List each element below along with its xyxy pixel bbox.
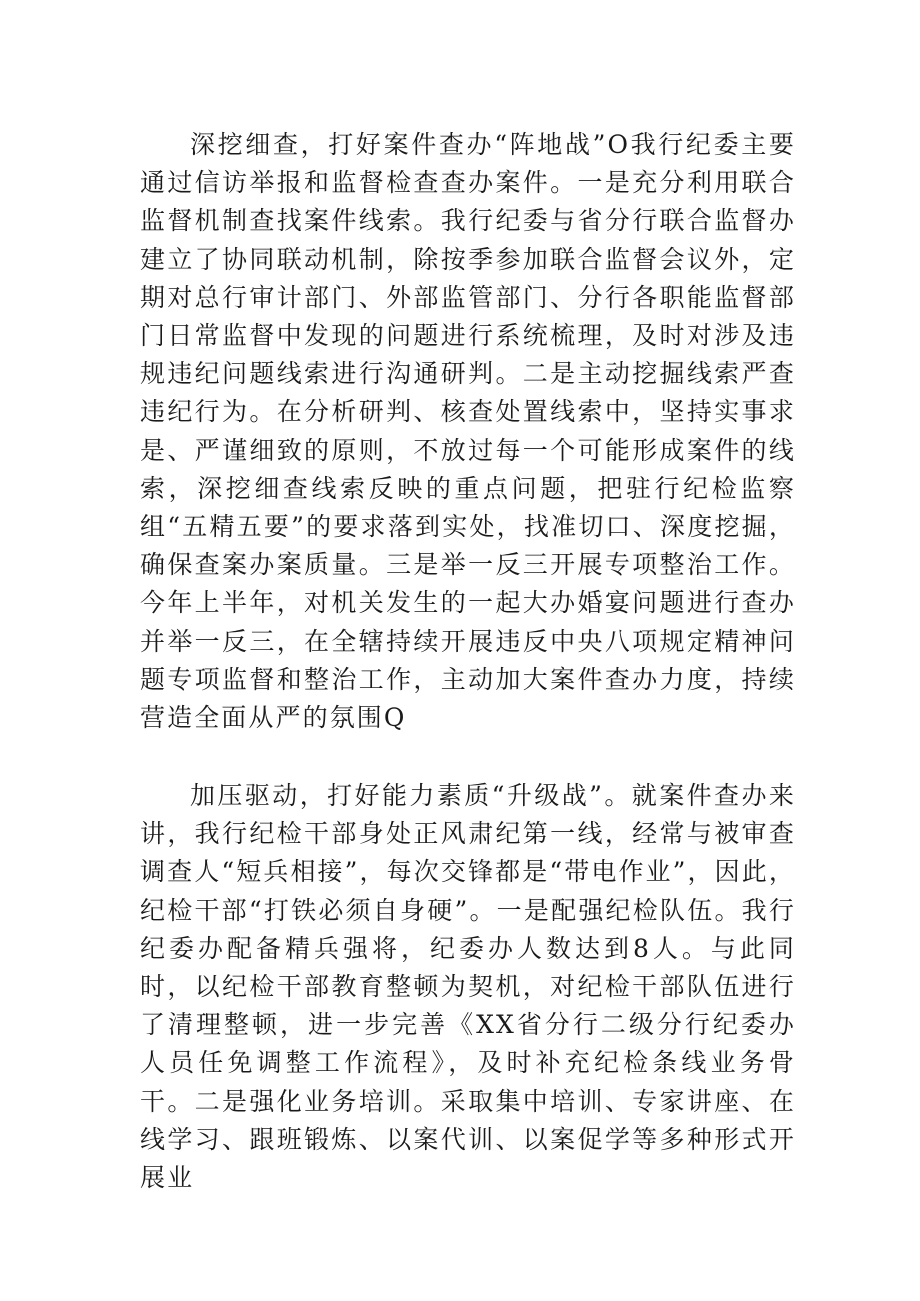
- paragraph-capability-upgrade: 加压驱动，打好能力素质“升级战”。就案件查办来讲，我行纪检干部身处正风肃纪第一线，经常与被审查调查人“短兵相接”，每次交锋都是“带电作业”，因此，纪检干部“打铁必须自身硬”。一是配强纪检队伍。我行纪委办配备精兵强将，纪委办人数达到8人。与此同时，以纪检干部教育整顿为契机，对纪检干部队伍进行了清理整顿，进一步完善《XX省分行二级分行纪委办人员任免调整工作流程》，及时补充纪检条线业务骨干。二是强化业务培训。采取集中培训、专家讲座、在线学习、跟班锻炼、以案代训、以案促学等多种形式开展业: [140, 781, 796, 1193]
- paragraph-case-investigation: 深挖细查，打好案件查办“阵地战”O我行纪委主要通过信访举报和监督检查查办案件。一是充分利用联合监督机制查找案件线索。我行纪委与省分行联合监督办建立了协同联动机制，除按季参加联合监督会议外，定期对总行审计部门、外部监管部门、分行各职能监督部门日常监督中发现的问题进行系统梳理，及时对涉及违规违纪问题线索进行沟通研判。二是主动挖掘线索严查违纪行为。在分析研判、核查处置线索中，坚持实事求是、严谨细致的原则，不放过每一个可能形成案件的线索，深挖细查线索反映的重点问题，把驻行纪检监察组“五精五要”的要求落到实处，找准切口、深度挖掘，确保查案办案质量。三是举一反三开展专项整治工作。今年上半年，对机关发生的一起大办婚宴问题进行查办并举一反三，在全辖持续开展违反中央八项规定精神问题专项监督和整治工作，主动加大案件查办力度，持续营造全面从严的氛围Q: [140, 130, 796, 733]
